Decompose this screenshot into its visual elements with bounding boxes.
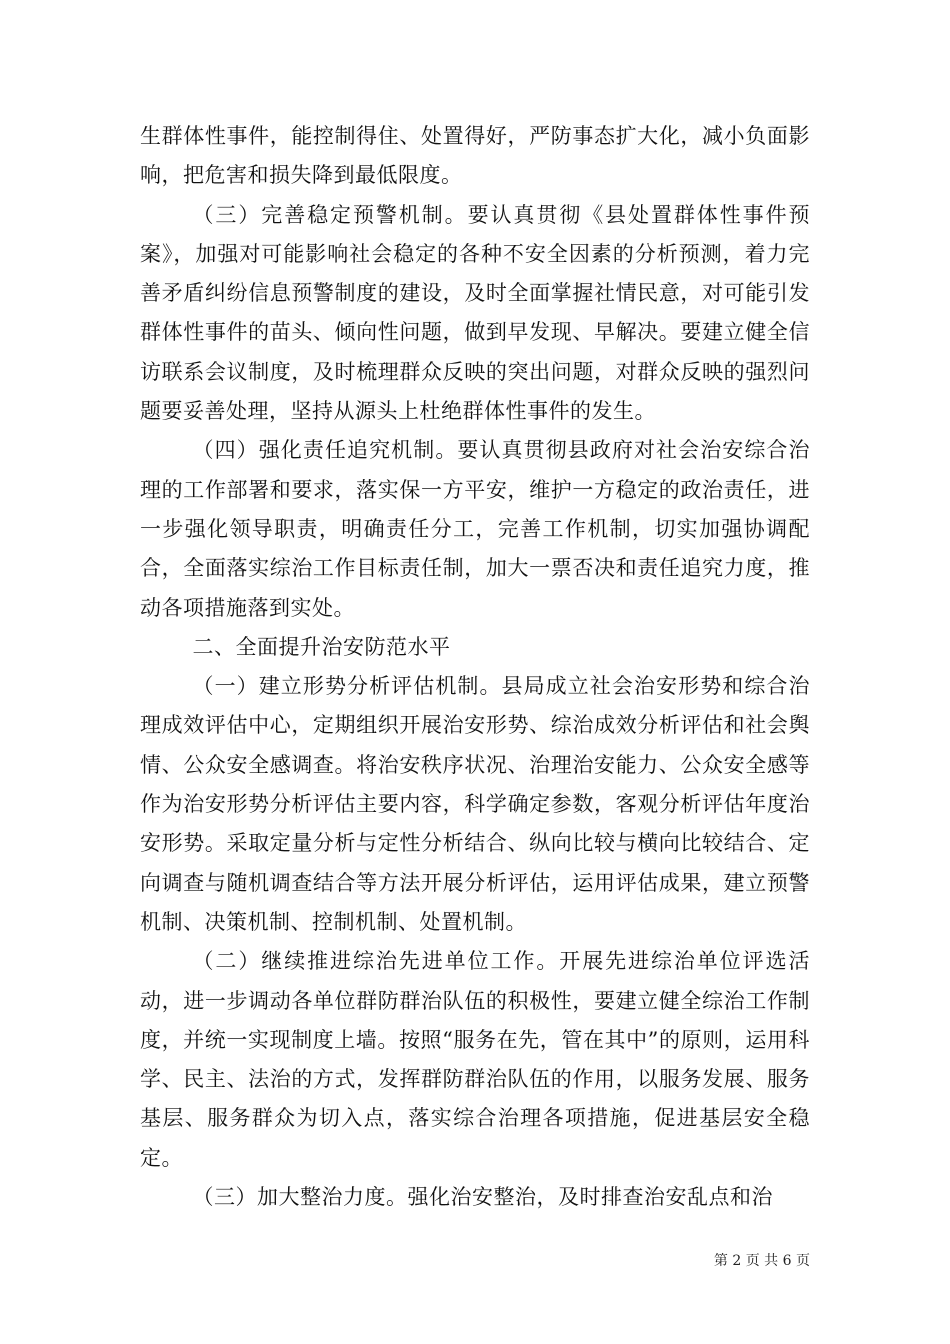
paragraph-early-warning: （三）完善稳定预警机制。要认真贯彻《县处置群体性事件预案》，加强对可能影响社会稳定的各种不安全因素的分析预测，着力完善矛盾纠纷信息预警制度的建设，及时全面掌握社情民意，对可能引发群体性事件的苗头、倾向性问题，做到早发现、早解决。要建立健全信访联系会议制度，及时梳理群众反映的突出问题，对群众反映的强烈问题要妥善处理，坚持从源头上杜绝群体性事件的发生。 xyxy=(140,202,810,424)
section-heading: 二、全面提升治安防范水平 xyxy=(192,634,451,659)
paragraph-rectification: （三）加大整治力度。强化治安整治，及时排查治安乱点和治 xyxy=(192,1185,773,1210)
page-number-footer: 第 2 页 共 6 页 xyxy=(713,1253,810,1269)
document-body xyxy=(140,117,810,1217)
paragraph-situation-analysis: （一）建立形势分析评估机制。县局成立社会治安形势和综合治理成效评估中心，定期组织开展治安形势、综治成效分析评估和社会舆情、公众安全感调查。将治安秩序状况、治理治安能力、公众安全感等作为治安形势分析评估主要内容，科学确定参数，客观分析评估年度治安形势。采取定量分析与定性分析结合、纵向比较与横向比较结合、定向调查与随机调查结合等方法开展分析评估，运用评估成果，建立预警机制、决策机制、控制机制、处置机制。 xyxy=(140,674,810,934)
paragraph-accountability: （四）强化责任追究机制。要认真贯彻县政府对社会治安综合治理的工作部署和要求，落实保一方平安，维护一方稳定的政治责任，进一步强化领导职责，明确责任分工，完善工作机制，切实加强协调配合，全面落实综治工作目标责任制，加大一票否决和责任追究力度，推动各项措施落到实处。 xyxy=(140,438,810,620)
paragraph-continuation: 生群体性事件，能控制得住、处置得好，严防事态扩大化，减小负面影响，把危害和损失降到最低限度。 xyxy=(140,124,810,188)
paragraph-advanced-units: （二）继续推进综治先进单位工作。开展先进综治单位评选活动，进一步调动各单位群防群治队伍的积极性，要建立健全综治工作制度，并统一实现制度上墙。按照“服务在先，管在其中”的原则，运用科学、民主、法治的方式，发挥群防群治队伍的作用，以服务发展、服务基层、服务群众为切入点，落实综合治理各项措施，促进基层安全稳定。 xyxy=(140,949,810,1170)
